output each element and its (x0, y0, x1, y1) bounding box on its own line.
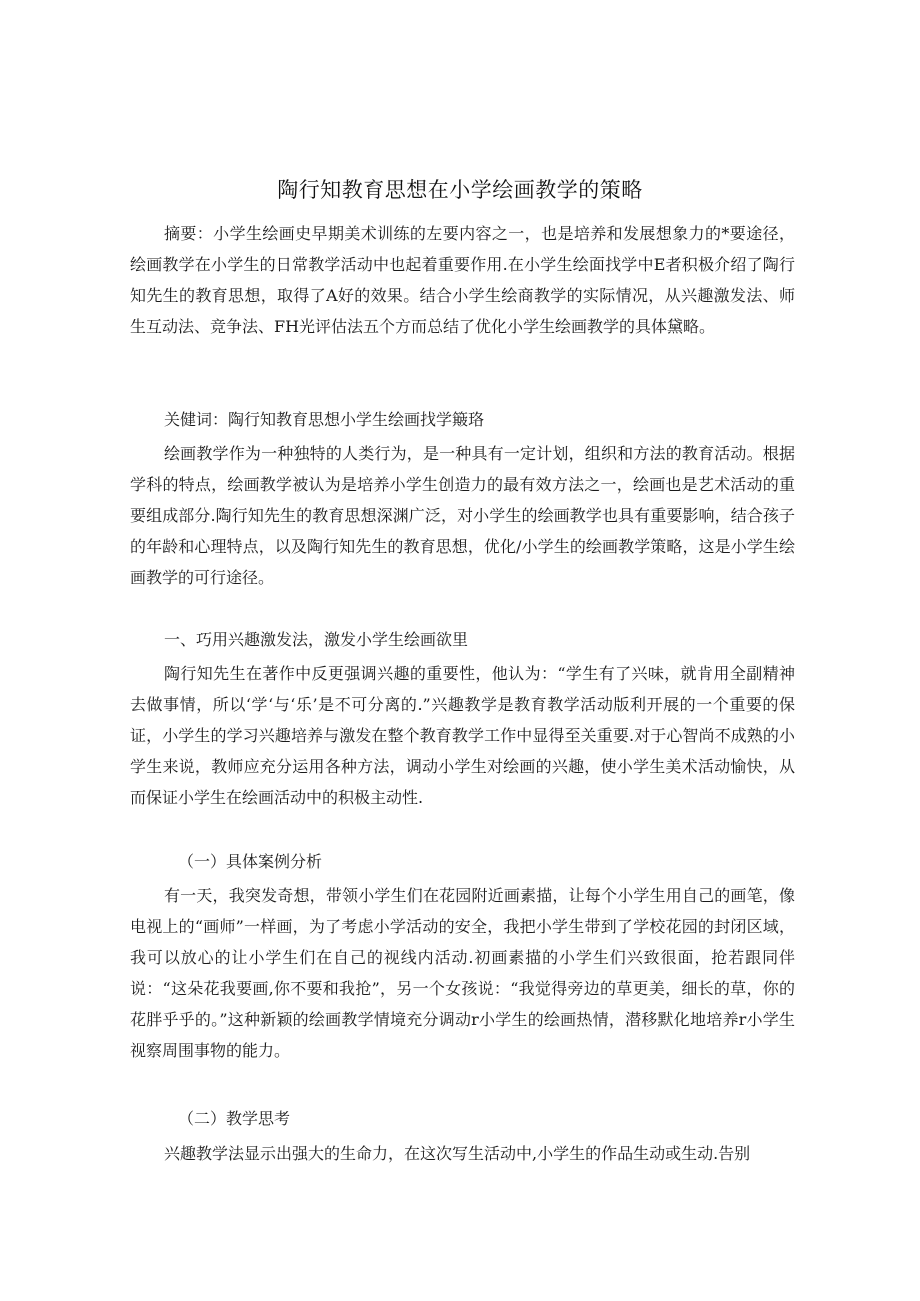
subsection-1-body: 有一天，我突发奇想，带领小学生们在花园附近画素描，让每个小学生用自己的画笔，像电视上的“画师”一样画，为了考虑小学活动的安全，我把小学生带到了学校花园的封闭区域，我可以放心的让小学生们在自己的视线内活动.初画素描的小学生们兴致很面，抢若跟同伴说：“这朵花我要画,你不要和我抢”，另一个女孩说：“我觉得旁边的草更美，细长的草，你的花胖乎乎的。”这种新颖的绘画教学情境充分调动r小学生的绘画热情，潜移默化地培养r小学生视察周围事物的能力。 (130, 886, 795, 1060)
section-1-body: 陶行知先生在著作中反更强调兴趣的重要性，他认为：“学生有了兴味，就肯用全副精神去做事情，所以‘学‘与‘乐’是不可分离的.”兴趣教学是教育教学活动版利开展的一个重要的保证，小学生的学习兴趣培养与激发在整个教育教学工作中显得至关重要.对于心智尚不成熟的小学生来说，教师应充分运用各种方法，调动小学生对绘画的兴趣，使小学生美术活动愉快，从而保证小学生在绘画活动中的积极主动性. (130, 664, 795, 807)
subsection-2-body: 兴趣教学法显示出强大的生命力，在这次写生活动中,小学生的作品生动或生动.告别 (164, 1144, 751, 1163)
intro-paragraph: 绘画教学作为一种独特的人类行为，是一种具有一定计划，组织和方法的教育活动。根据学科的特点，绘画教学被认为是培养小学生创造力的最有效方法之一，绘画也是艺术活动的重要组成部分.陶行知先生的教育思想深渊广泛，对小学生的绘画教学也具有重要影响，结合孩子的年龄和心理特点，以及陶行知先生的教育思想，优化/小学生的绘画教学策略，这是小学生绘画教学的可行途径。 (130, 444, 795, 587)
abstract-paragraph: 摘要：小学生绘画史早期美术训练的左要内容之一，也是培养和发展想象力的*要途径，绘画教学在小学生的日常教学活动中也起着重要作用.在小学生绘面找学中E者积极介绍了陶行知先生的教育思想，取得了A好的效果。结合小学生绘商教学的实际情况，从兴趣激发法、师生互动法、竞争法、FH光评估法五个方而总结了优化小学生绘画教学的具体黛略。 (130, 224, 795, 336)
subsection-heading-1: （一）具体案例分析 (178, 852, 323, 871)
document-title: 陶行知教育思想在小学绘画教学的策略 (277, 178, 643, 202)
subsection-heading-2: （二）教学思考 (178, 1109, 291, 1128)
section-heading-1: 一、巧用兴趣激发法，激发小学生绘画欲里 (164, 630, 469, 649)
keywords-line: 关健词：陶行知教育思想小学生绘画找学簸珞 (164, 410, 485, 429)
